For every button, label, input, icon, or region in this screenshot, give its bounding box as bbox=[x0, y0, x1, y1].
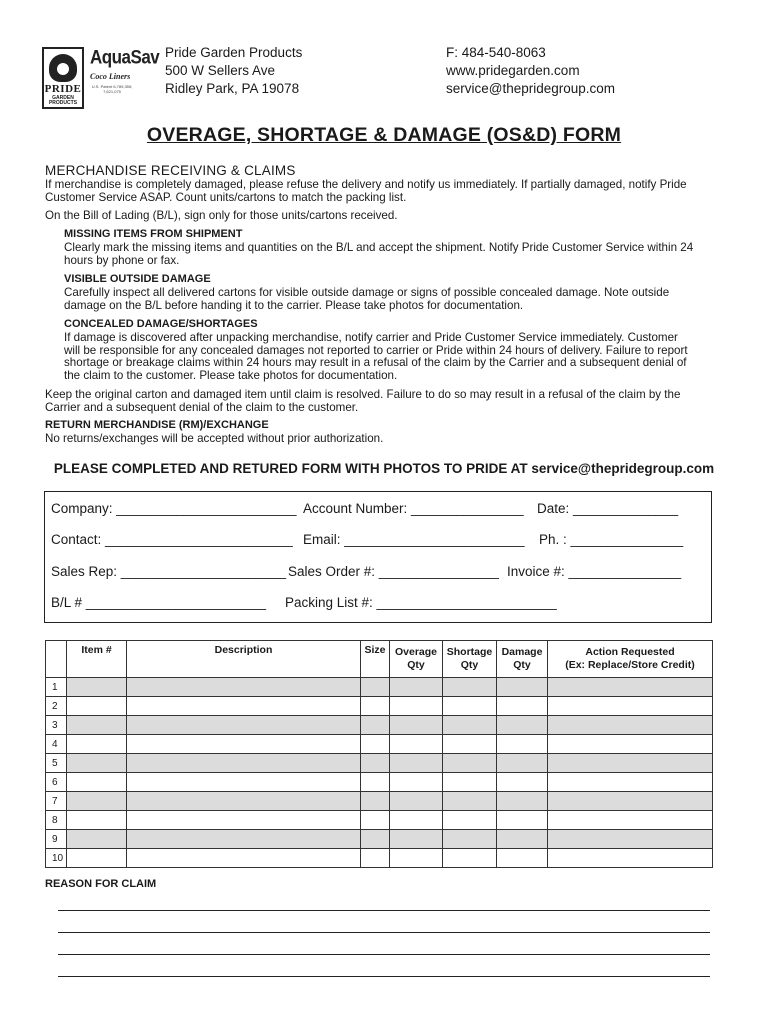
packing-list-field[interactable]: Packing List #: ________________________ bbox=[285, 595, 557, 610]
description-cell[interactable] bbox=[127, 811, 361, 830]
invoice-field[interactable]: Invoice #: _______________ bbox=[507, 564, 682, 579]
shortage-qty-cell[interactable] bbox=[443, 697, 497, 716]
damage-qty-cell[interactable] bbox=[497, 792, 548, 811]
col-shortage-sub: Qty bbox=[460, 659, 479, 671]
table-row bbox=[46, 849, 713, 868]
col-shortage bbox=[443, 641, 497, 678]
table-row bbox=[46, 716, 713, 735]
col-action bbox=[548, 641, 713, 678]
size-cell[interactable] bbox=[361, 773, 390, 792]
table-row bbox=[46, 773, 713, 792]
damage-qty-cell[interactable] bbox=[497, 811, 548, 830]
shortage-qty-cell[interactable] bbox=[443, 830, 497, 849]
damage-qty-cell[interactable] bbox=[497, 716, 548, 735]
size-cell[interactable] bbox=[361, 792, 390, 811]
row-number: 5 bbox=[46, 754, 67, 773]
shortage-qty-cell[interactable] bbox=[443, 716, 497, 735]
contact-field[interactable]: Contact: _________________________ bbox=[51, 532, 293, 547]
shortage-qty-cell[interactable] bbox=[443, 678, 497, 697]
overage-qty-cell[interactable] bbox=[390, 830, 443, 849]
phone-field[interactable]: Ph. : _______________ bbox=[539, 532, 684, 547]
reason-for-claim-label: REASON FOR CLAIM bbox=[45, 878, 157, 890]
return-merchandise-text: No returns/exchanges will be accepted without prior authorization. bbox=[45, 432, 384, 445]
item-cell[interactable] bbox=[67, 697, 127, 716]
concealed-line: shortage or breakage claims within 24 hours may result in a refusal of the claim by the Carrier and a subsequent denial of bbox=[64, 356, 687, 369]
missing-line: Clearly mark the missing items and quantities on the B/L and accept the shipment. Notify Pride Customer Service within 24 bbox=[64, 241, 694, 254]
address-line-1: 500 W Sellers Ave bbox=[165, 63, 276, 78]
col-damage-label: Damage bbox=[501, 646, 543, 658]
col-size bbox=[361, 641, 390, 678]
description-cell[interactable] bbox=[127, 754, 361, 773]
visible-damage-title: VISIBLE OUTSIDE DAMAGE bbox=[64, 273, 211, 285]
visible-line: Carefully inspect all delivered cartons for visible outside damage or signs of possible concealed damage. Note outside bbox=[64, 286, 670, 299]
overage-qty-cell[interactable] bbox=[390, 697, 443, 716]
concealed-damage-text bbox=[64, 332, 688, 382]
description-cell[interactable] bbox=[127, 697, 361, 716]
table-row bbox=[46, 754, 713, 773]
intro-line: If merchandise is completely damaged, please refuse the delivery and notify us immediately. If partially damaged, notify Pride bbox=[45, 178, 687, 191]
col-damage-sub: Qty bbox=[513, 659, 531, 671]
overage-qty-cell[interactable] bbox=[390, 773, 443, 792]
damage-qty-cell[interactable] bbox=[497, 735, 548, 754]
damage-qty-cell[interactable] bbox=[497, 830, 548, 849]
pride-garden-logo bbox=[42, 47, 84, 109]
description-cell[interactable] bbox=[127, 849, 361, 868]
website-link[interactable]: www.pridegarden.com bbox=[446, 63, 580, 78]
size-cell[interactable] bbox=[361, 678, 390, 697]
keep-line: Carrier and a subsequent denial of the claim to the customer. bbox=[45, 400, 359, 414]
return-merchandise-title: RETURN MERCHANDISE (RM)/EXCHANGE bbox=[45, 419, 269, 431]
table-row bbox=[46, 830, 713, 849]
overage-qty-cell[interactable] bbox=[390, 849, 443, 868]
row-number: 3 bbox=[46, 716, 67, 735]
description-cell[interactable] bbox=[127, 678, 361, 697]
date-field[interactable]: Date: ______________ bbox=[537, 501, 679, 516]
concealed-damage-title: CONCEALED DAMAGE/SHORTAGES bbox=[64, 318, 258, 330]
size-cell[interactable] bbox=[361, 811, 390, 830]
action-requested-cell[interactable] bbox=[548, 830, 713, 849]
size-cell[interactable] bbox=[361, 716, 390, 735]
action-requested-cell[interactable] bbox=[548, 716, 713, 735]
missing-items-title: MISSING ITEMS FROM SHIPMENT bbox=[64, 228, 243, 240]
missing-line: hours by phone or fax. bbox=[64, 253, 180, 267]
keep-line: Keep the original carton and damaged item until claim is resolved. Failure to do so may result in a refusal of the claim by the bbox=[45, 388, 681, 401]
table-row bbox=[46, 735, 713, 754]
table-row bbox=[46, 811, 713, 830]
row-number: 8 bbox=[46, 811, 67, 830]
shortage-qty-cell[interactable] bbox=[443, 792, 497, 811]
keep-carton-text bbox=[45, 389, 680, 414]
table-row bbox=[46, 792, 713, 811]
overage-qty-cell[interactable] bbox=[390, 678, 443, 697]
item-cell[interactable] bbox=[67, 811, 127, 830]
action-requested-cell[interactable] bbox=[548, 792, 713, 811]
description-cell[interactable] bbox=[127, 735, 361, 754]
item-cell[interactable] bbox=[67, 678, 127, 697]
row-number: 2 bbox=[46, 697, 67, 716]
logo-aquasav-patent: U.S. Patent 6,789,355; 7,621,075 bbox=[91, 84, 133, 94]
size-cell[interactable] bbox=[361, 830, 390, 849]
fax-number: F: 484-540-8063 bbox=[446, 45, 546, 60]
col-size-label: Size bbox=[364, 644, 386, 656]
damage-qty-cell[interactable] bbox=[497, 849, 548, 868]
row-number: 4 bbox=[46, 735, 67, 754]
address-line-2: Ridley Park, PA 19078 bbox=[165, 81, 300, 96]
col-overage bbox=[390, 641, 443, 678]
receiving-heading: MERCHANDISE RECEIVING & CLAIMS bbox=[45, 163, 296, 178]
size-cell[interactable] bbox=[361, 735, 390, 754]
concealed-line: the claim to the customer. Please take photos for documentation. bbox=[64, 368, 398, 382]
email-field[interactable]: Email: ________________________ bbox=[303, 532, 525, 547]
description-cell[interactable] bbox=[127, 792, 361, 811]
sales-order-field[interactable]: Sales Order #: ________________ bbox=[288, 564, 499, 579]
description-cell[interactable] bbox=[127, 716, 361, 735]
col-description bbox=[127, 641, 361, 678]
logo-pride-sub: GARDEN PRODUCTS bbox=[48, 95, 78, 106]
row-number: 1 bbox=[46, 678, 67, 697]
lion-icon bbox=[49, 54, 77, 82]
concealed-line: If damage is discovered after unpacking merchandise, notify carrier and Pride Customer Service immediately. Customer bbox=[64, 331, 678, 344]
sales-rep-field[interactable]: Sales Rep: ______________________ bbox=[51, 564, 286, 579]
overage-qty-cell[interactable] bbox=[390, 792, 443, 811]
logo-pride-text: PRIDE bbox=[44, 83, 82, 95]
shortage-qty-cell[interactable] bbox=[443, 735, 497, 754]
company-address bbox=[165, 44, 302, 98]
return-instruction: PLEASE COMPLETED AND RETURED FORM WITH PHOTOS TO PRIDE AT service@thepridegroup.com bbox=[53, 461, 715, 476]
item-cell[interactable] bbox=[67, 735, 127, 754]
size-cell[interactable] bbox=[361, 697, 390, 716]
form-title: OVERAGE, SHORTAGE & DAMAGE (OS&D) FORM bbox=[146, 124, 622, 146]
reason-line[interactable] bbox=[58, 976, 710, 977]
col-damage bbox=[497, 641, 548, 678]
email-link[interactable]: service@thepridegroup.com bbox=[446, 81, 616, 96]
col-item-label: Item # bbox=[81, 644, 112, 656]
reason-line[interactable] bbox=[58, 954, 710, 955]
account-number-field[interactable]: Account Number: _______________ bbox=[303, 501, 524, 516]
shortage-qty-cell[interactable] bbox=[443, 773, 497, 792]
missing-items-text bbox=[64, 242, 693, 267]
logo-aquasav-text: AquaSav bbox=[90, 46, 160, 68]
item-cell[interactable] bbox=[67, 773, 127, 792]
receiving-intro bbox=[45, 179, 687, 204]
company-name: Pride Garden Products bbox=[165, 45, 303, 60]
damage-qty-cell[interactable] bbox=[497, 754, 548, 773]
row-number: 9 bbox=[46, 830, 67, 849]
item-cell[interactable] bbox=[67, 849, 127, 868]
bol-instruction: On the Bill of Lading (B/L), sign only for those units/cartons received. bbox=[45, 209, 398, 222]
table-row bbox=[46, 678, 713, 697]
col-overage-sub: Qty bbox=[407, 659, 425, 671]
col-shortage-label: Shortage bbox=[446, 646, 493, 658]
shortage-qty-cell[interactable] bbox=[443, 754, 497, 773]
item-cell[interactable] bbox=[67, 792, 127, 811]
action-requested-cell[interactable] bbox=[548, 773, 713, 792]
overage-qty-cell[interactable] bbox=[390, 754, 443, 773]
col-description-label: Description bbox=[214, 644, 273, 656]
damage-qty-cell[interactable] bbox=[497, 678, 548, 697]
action-requested-cell[interactable] bbox=[548, 678, 713, 697]
shortage-qty-cell[interactable] bbox=[443, 849, 497, 868]
overage-qty-cell[interactable] bbox=[390, 716, 443, 735]
col-action-label: Action Requested bbox=[585, 646, 675, 658]
shortage-qty-cell[interactable] bbox=[443, 811, 497, 830]
aquasav-logo bbox=[90, 46, 160, 110]
col-item bbox=[67, 641, 127, 678]
description-cell[interactable] bbox=[127, 773, 361, 792]
items-table bbox=[45, 640, 713, 868]
action-requested-cell[interactable] bbox=[548, 735, 713, 754]
visible-damage-text bbox=[64, 287, 669, 312]
table-header-row bbox=[46, 641, 713, 678]
action-requested-cell[interactable] bbox=[548, 697, 713, 716]
action-requested-cell[interactable] bbox=[548, 754, 713, 773]
overage-qty-cell[interactable] bbox=[390, 735, 443, 754]
logo-aquasav-sub: Coco Liners bbox=[90, 72, 131, 81]
item-cell[interactable] bbox=[67, 754, 127, 773]
table-row bbox=[46, 697, 713, 716]
size-cell[interactable] bbox=[361, 754, 390, 773]
overage-qty-cell[interactable] bbox=[390, 811, 443, 830]
damage-qty-cell[interactable] bbox=[497, 773, 548, 792]
bl-field[interactable]: B/L # ________________________ bbox=[51, 595, 266, 610]
row-number: 10 bbox=[46, 849, 67, 868]
row-number: 7 bbox=[46, 792, 67, 811]
damage-qty-cell[interactable] bbox=[497, 697, 548, 716]
action-requested-cell[interactable] bbox=[548, 811, 713, 830]
row-number: 6 bbox=[46, 773, 67, 792]
description-cell[interactable] bbox=[127, 830, 361, 849]
concealed-line: will be responsible for any concealed damages not reported to carrier or Pride within 24 hours of delivery. Failure to report bbox=[64, 343, 688, 357]
reason-line[interactable] bbox=[58, 910, 710, 911]
company-field[interactable]: Company: ________________________ bbox=[51, 501, 297, 516]
size-cell[interactable] bbox=[361, 849, 390, 868]
item-cell[interactable] bbox=[67, 830, 127, 849]
visible-line: damage on the B/L before handing it to the carrier. Please take photos for documentation. bbox=[64, 298, 524, 312]
intro-line: Customer Service ASAP. Count units/cartons to match the packing list. bbox=[45, 190, 407, 204]
reason-line[interactable] bbox=[58, 932, 710, 933]
company-contact bbox=[446, 44, 615, 98]
col-action-sub: (Ex: Replace/Store Credit) bbox=[565, 659, 695, 671]
col-overage-label: Overage bbox=[394, 646, 438, 658]
action-requested-cell[interactable] bbox=[548, 849, 713, 868]
col-row-number bbox=[46, 641, 67, 678]
item-cell[interactable] bbox=[67, 716, 127, 735]
